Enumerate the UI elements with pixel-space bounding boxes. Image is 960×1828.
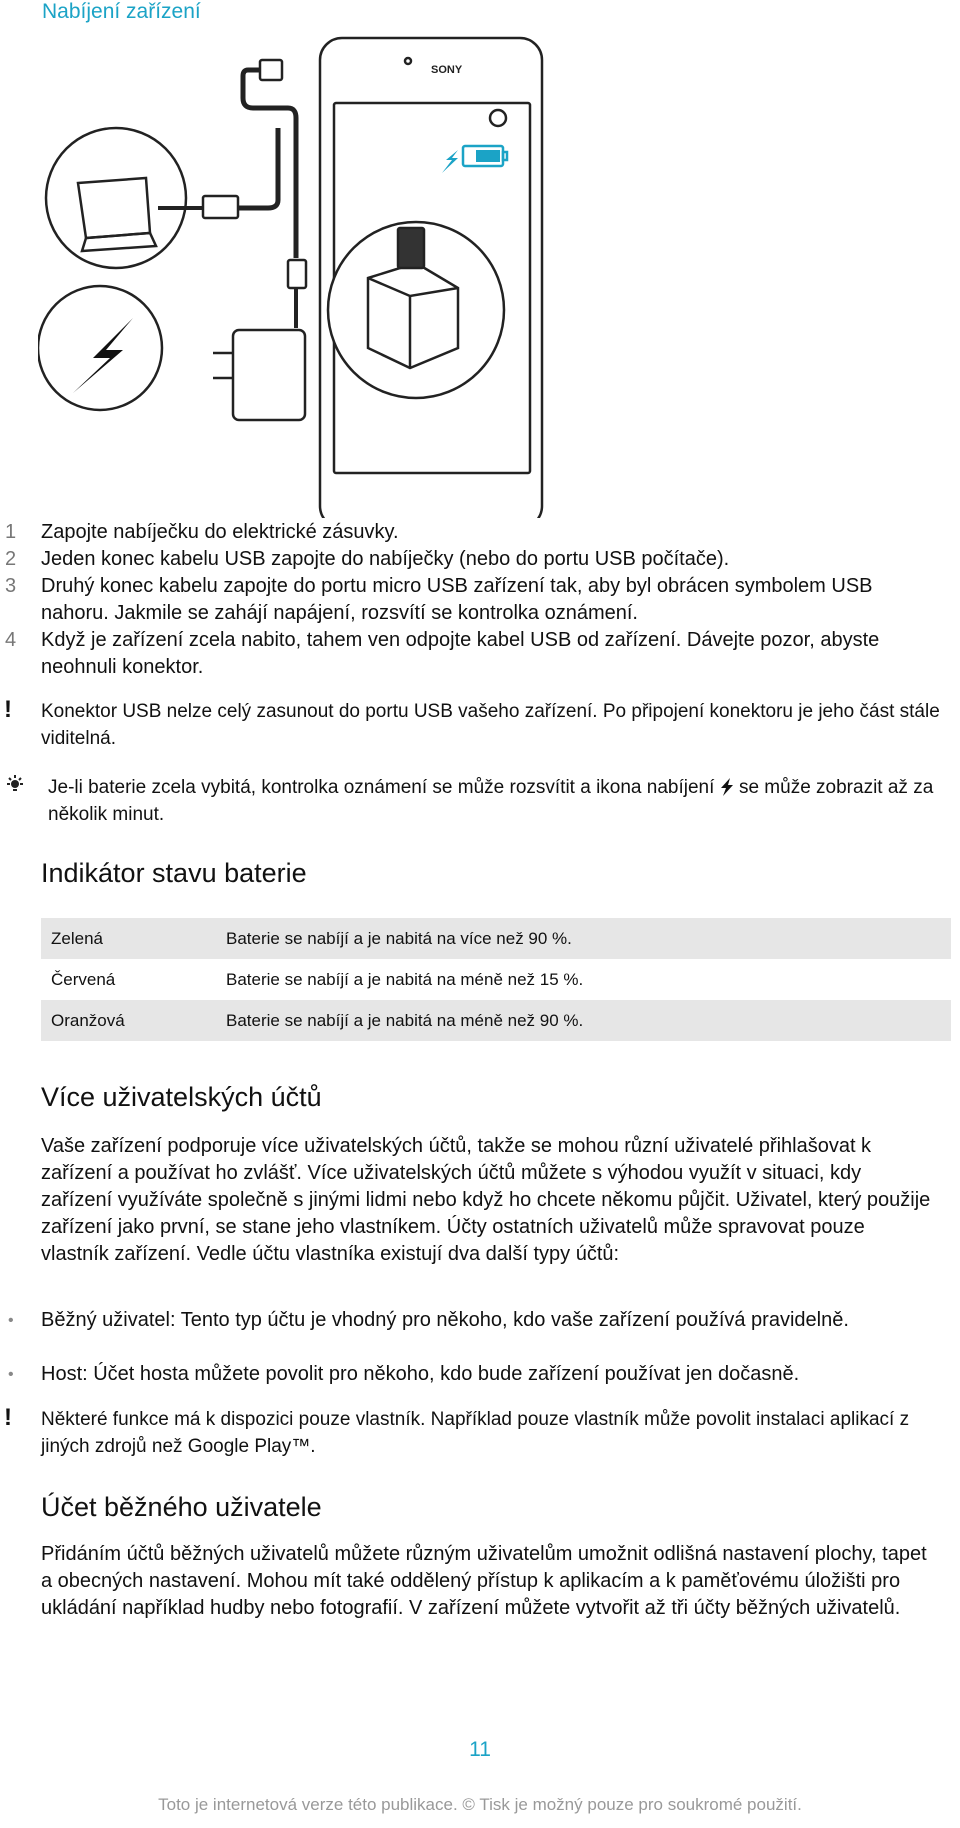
step-number: 2 (5, 548, 17, 570)
step-number: 1 (5, 521, 17, 543)
section-title: Nabíjení zařízení (42, 0, 201, 23)
battery-color: Červená (51, 969, 116, 989)
warning-text: Konektor USB nelze celý zasunout do portu USB vašeho zařízení. Po připojení konektoru je jeho část stále viditelná. (41, 701, 940, 749)
regular-paragraph: Přidáním účtů běžných uživatelů můžete různým uživatelům umožnit odlišná nastavení plochy, tapet a obecných nastavení. Mohou mít také oddělený přístup k aplikacím a k paměťovému úložišti pro ukládání například hudby nebo fotografií. V zařízení můžete vytvořit až tři účty běžných uživatelů. (41, 1543, 927, 1619)
bullet-text: Host: Účet hosta můžete povolit pro někoho, kdo bude zařízení používat jen dočasně. (41, 1363, 800, 1385)
battery-heading: Indikátor stavu baterie (41, 858, 307, 888)
wall-socket-icon (38, 286, 162, 410)
multi-heading: Více uživatelských účtů (41, 1082, 322, 1112)
page-number: 11 (469, 1738, 491, 1761)
bullet-text: Běžný uživatel: Tento typ účtu je vhodný pro někoho, kdo vaše zařízení používá pravidelně. (41, 1309, 849, 1331)
step-text: Druhý konec kabelu zapojte do portu micro USB zařízení tak, aby byl obrácen symbolem USB nahoru. Jakmile se zahájí napájení, rozsvítí se kontrolka oznámení. (41, 575, 873, 624)
battery-color: Zelená (41, 918, 216, 959)
battery-table (41, 918, 951, 1041)
battery-desc: Baterie se nabíjí a je nabitá na více než 90 %. (216, 918, 951, 959)
lightning-icon (73, 318, 133, 393)
charger-icon (233, 330, 305, 420)
phone-brand: SONY (431, 64, 463, 76)
tip-text-part2: se může zobrazit až za několik minut. (48, 777, 934, 825)
footer-text: Toto je internetová verze této publikace. © Tisk je možný pouze pro soukromé použití. (158, 1795, 802, 1814)
warning-icon: ! (4, 696, 12, 723)
battery-desc: Baterie se nabíjí a je nabitá na méně než 90 %. (216, 1000, 951, 1041)
tip-text-part1: Je-li baterie zcela vybitá, kontrolka oznámení se může rozsvítit a ikona nabíjení (48, 777, 715, 798)
charging-icon (720, 778, 734, 796)
table-row (41, 918, 951, 959)
step-text: Jeden konec kabelu USB zapojte do nabíječky (nebo do portu USB počítače). (41, 548, 730, 570)
laptop-icon (46, 128, 186, 268)
step-text: Zapojte nabíječku do elektrické zásuvky. (41, 521, 399, 543)
step-number: 3 (5, 575, 17, 597)
battery-desc: Baterie se nabíjí a je nabitá na méně než 15 %. (226, 969, 584, 989)
regular-heading: Účet běžného uživatele (41, 1492, 322, 1522)
lightbulb-icon (4, 774, 26, 796)
charging-illustration (38, 28, 578, 518)
owner-note-text: Některé funkce má k dispozici pouze vlastník. Například pouze vlastník může povolit instalaci aplikací z jiných zdrojů než Google Play™. (41, 1409, 910, 1457)
battery-color: Oranžová (41, 1000, 216, 1041)
table-row (41, 1000, 951, 1041)
step-text: Když je zařízení zcela nabito, tahem ven odpojte kabel USB od zařízení. Dávejte pozor, abyste neohnuli konektor. (41, 629, 880, 678)
warning-icon: ! (4, 1404, 12, 1431)
table-row (41, 959, 951, 1000)
step-number: 4 (5, 629, 17, 651)
multi-paragraph: Vaše zařízení podporuje více uživatelských účtů, takže se mohou různí uživatelé přihlašovat k zařízení a používat ho zvlášť. Více uživatelských účtů můžete s výhodou využít v situaci, kdy zařízení využíváte společně s jinými lidmi nebo když ho chcete někomu půjčit. Uživatel, který použije zařízení jako první, se stane jeho vlastníkem. Účty ostatních uživatelů může spravovat pouze vlastník zařízení. Vedle účtu vlastníka existují dva další typy účtů: (41, 1135, 931, 1265)
